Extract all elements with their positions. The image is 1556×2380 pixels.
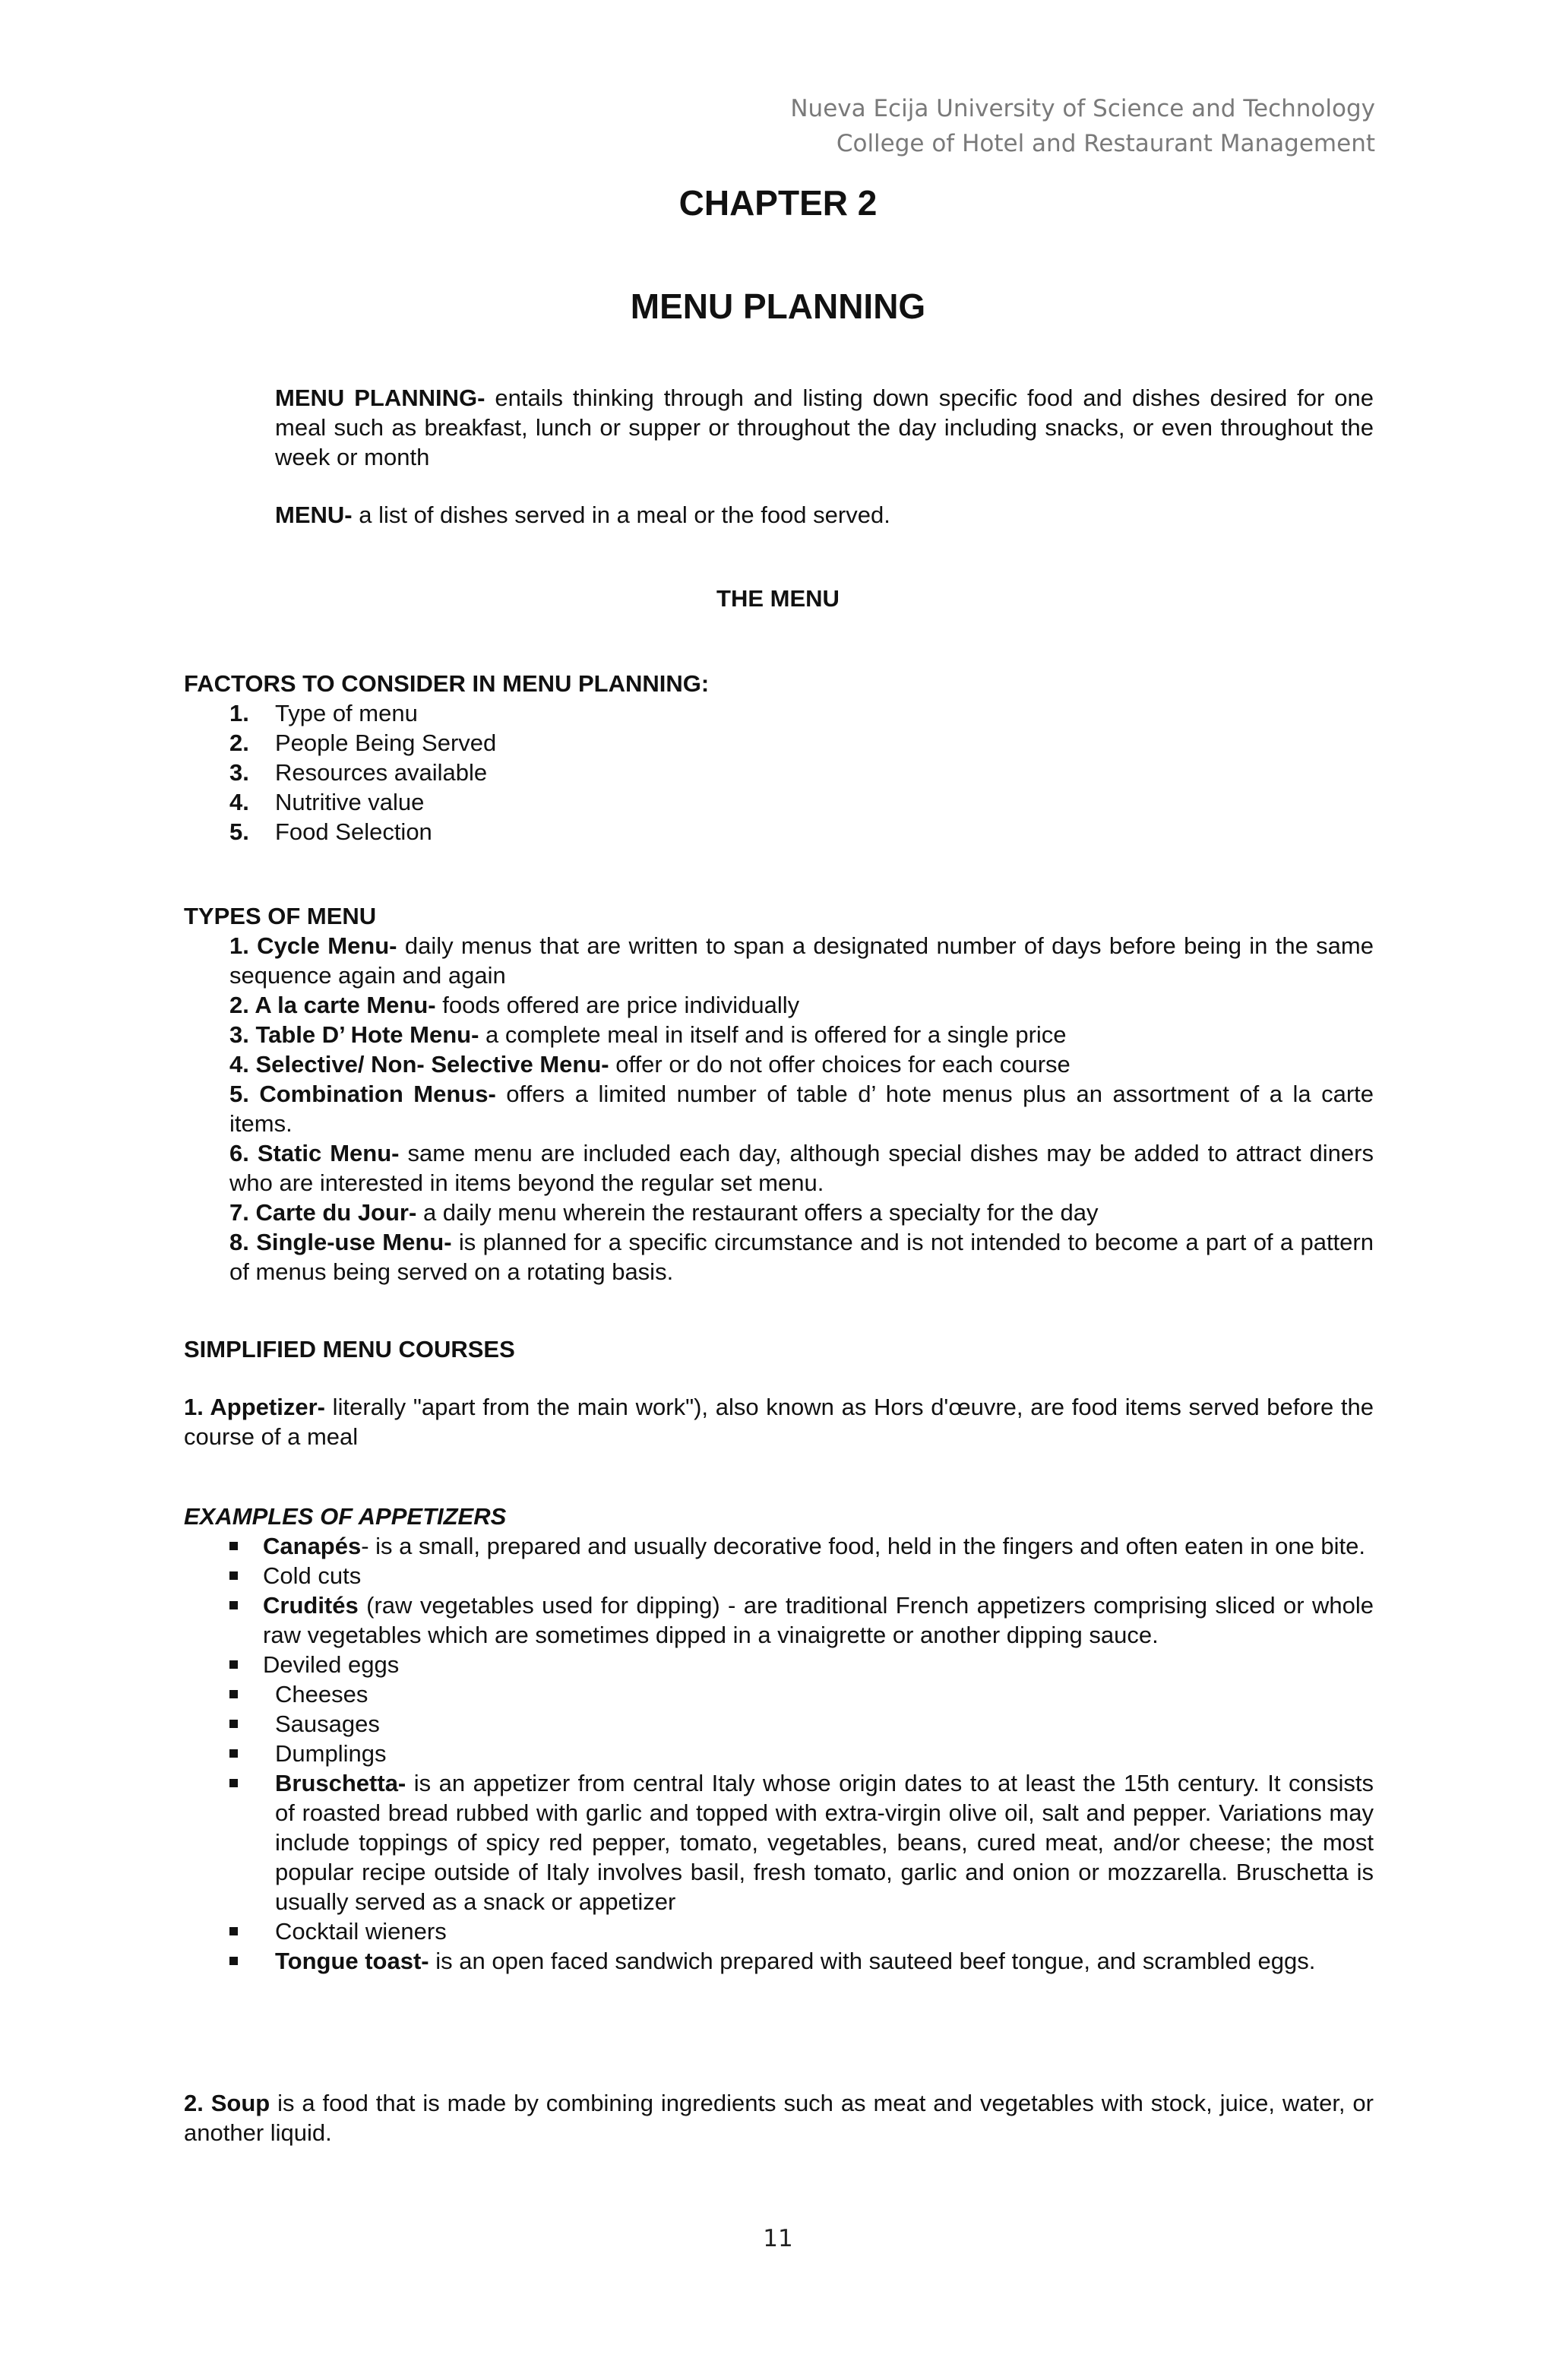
examples-list [184,1531,1374,1976]
example-text: (raw vegetables used for dipping) - are traditional French appetizers comprising sliced or whole raw vegetables which are sometimes dipped in a vinaigrette or another dipping sauce. [263,1592,1374,1648]
list-number: 2. [229,730,249,756]
menu-type-text: daily menus that are written to span a designated number of days before being in the same sequence again and again [229,932,1374,989]
menu-type-term: 8. Single-use Menu- [229,1229,452,1255]
menu-type-item [229,1138,1374,1198]
list-item [229,698,1374,728]
example-text: is an appetizer from central Italy whose origin dates to at least the 15th century. It consists of roasted bread rubbed with garlic and topped with extra-virgin olive oil, salt and pepper. Variations may include toppings of spicy red pepper, tomato, vegetables, beans, cured meat, and/or cheese; the most popular recipe outside of Italy involves basil, fresh tomato, garlic and onion or mozzarella. Bruschetta is usually served as a snack or appetizer [275,1770,1374,1915]
simplified-courses-section [184,1334,1374,1451]
menu-type-term: 4. Selective/ Non- Selective Menu- [229,1051,609,1078]
menu-type-item [229,1198,1374,1227]
list-item [184,1739,1374,1768]
menu-type-term: 6. Static Menu- [229,1140,400,1166]
example-text: is an open faced sandwich prepared with sauteed beef tongue, and scrambled eggs. [429,1948,1316,1974]
header-college: College of Hotel and Restaurant Management [836,130,1375,157]
list-text: Type of menu [275,700,418,726]
menu-type-text: a daily menu wherein the restaurant offers a specialty for the day [416,1199,1099,1226]
menu-text: a list of dishes served in a meal or the food served. [352,502,890,528]
list-item [184,1679,1374,1709]
list-text: Food Selection [275,818,432,845]
list-item [184,1768,1374,1916]
example-text: Deviled eggs [263,1651,400,1678]
appetizer-examples-section [184,1502,1374,1976]
menu-type-text: is planned for a specific circumstance and is not intended to become a part of a pattern of menus being served on a rotating basis. [229,1229,1374,1285]
types-section [184,901,1374,1287]
example-text: Sausages [275,1711,380,1737]
menu-type-term: 5. Combination Menus- [229,1081,496,1107]
list-text: Resources available [275,759,488,786]
header-university: Nueva Ecija University of Science and Technology [790,95,1375,122]
bullet-icon [229,1660,238,1669]
menu-type-item [229,931,1374,990]
menu-type-term: 1. Cycle Menu- [229,932,397,959]
menu-type-text: a complete meal in itself and is offered for a single price [479,1021,1067,1048]
example-text: Cocktail wieners [275,1918,447,1945]
menu-type-term: 2. A la carte Menu- [229,992,436,1018]
simplified-heading: SIMPLIFIED MENU COURSES [184,1336,515,1362]
menu-type-text: offers a limited number of table d’ hote menus plus an assortment of a la carte items. [229,1081,1374,1137]
list-item [184,1946,1374,1976]
bullet-icon [229,1690,238,1698]
list-item [184,1650,1374,1679]
menu-type-text: foods offered are price individually [435,992,800,1018]
examples-heading: EXAMPLES OF APPETIZERS [184,1503,507,1530]
page-number: 11 [763,2225,793,2252]
factors-section [184,669,1374,847]
menu-type-item [229,1020,1374,1049]
bullet-icon [229,1571,238,1580]
menu-type-text: same menu are included each day, although special dishes may be added to attract diners who are interested in items beyond the regular set menu. [229,1140,1374,1196]
bullet-icon [229,1927,238,1935]
bullet-icon [229,1601,238,1609]
soup-term: 2. Soup [184,2090,270,2116]
menu-planning-text: entails thinking through and listing down specific food and dishes desired for one meal such as breakfast, lunch or supper or throughout the day including snacks, or even throughout the week or month [275,385,1374,470]
list-item [184,1590,1374,1650]
example-text: Cheeses [275,1681,368,1707]
example-term: Bruschetta- [275,1770,406,1796]
menu-type-item [229,1227,1374,1287]
menu-planning-definition [275,383,1374,472]
list-item [229,728,1374,758]
example-term: Canapés [263,1533,362,1559]
list-text: People Being Served [275,730,497,756]
list-item [184,1531,1374,1561]
example-text: Dumplings [275,1740,387,1767]
example-text: Cold cuts [263,1562,362,1589]
bullet-icon [229,1749,238,1758]
list-item [184,1709,1374,1739]
list-number: 3. [229,759,249,786]
menu-type-item [229,1049,1374,1079]
list-item [229,817,1374,847]
bullet-icon [229,1542,238,1550]
list-number: 1. [229,700,249,726]
section-title-the-menu: THE MENU [716,585,840,612]
menu-term: MENU- [275,502,353,528]
menu-planning-term: MENU PLANNING- [275,385,485,411]
factors-heading: FACTORS TO CONSIDER IN MENU PLANNING: [184,670,710,697]
types-heading: TYPES OF MENU [184,903,377,929]
example-term: Crudités [263,1592,359,1619]
menu-type-term: 7. Carte du Jour- [229,1199,417,1226]
page-title: MENU PLANNING [630,286,926,326]
appetizer-text: literally "apart from the main work"), also known as Hors d'œuvre, are food items served before the course of a meal [184,1394,1374,1450]
list-item [184,1561,1374,1590]
bullet-icon [229,1720,238,1728]
soup-definition [184,2088,1374,2147]
list-item [184,1916,1374,1946]
definitions-section [275,383,1374,530]
list-item [229,758,1374,787]
list-number: 4. [229,789,249,815]
bullet-icon [229,1779,238,1787]
list-item [229,787,1374,817]
menu-type-item [229,1079,1374,1138]
menu-type-item [229,990,1374,1020]
soup-text: is a food that is made by combining ingredients such as meat and vegetables with stock, juice, water, or another liquid. [184,2090,1374,2146]
factors-list [184,698,1374,847]
appetizer-term: 1. Appetizer- [184,1394,325,1420]
list-number: 5. [229,818,249,845]
example-term: Tongue toast- [275,1948,429,1974]
example-text: - is a small, prepared and usually decorative food, held in the fingers and often eaten in one bite. [361,1533,1366,1559]
bullet-icon [229,1957,238,1965]
menu-definition [275,500,1374,530]
list-text: Nutritive value [275,789,425,815]
chapter-heading: CHAPTER 2 [678,183,878,223]
appetizer-definition [184,1392,1374,1451]
menu-type-term: 3. Table D’ Hote Menu- [229,1021,479,1048]
menu-type-text: offer or do not offer choices for each course [609,1051,1071,1078]
page-header [790,91,1375,161]
